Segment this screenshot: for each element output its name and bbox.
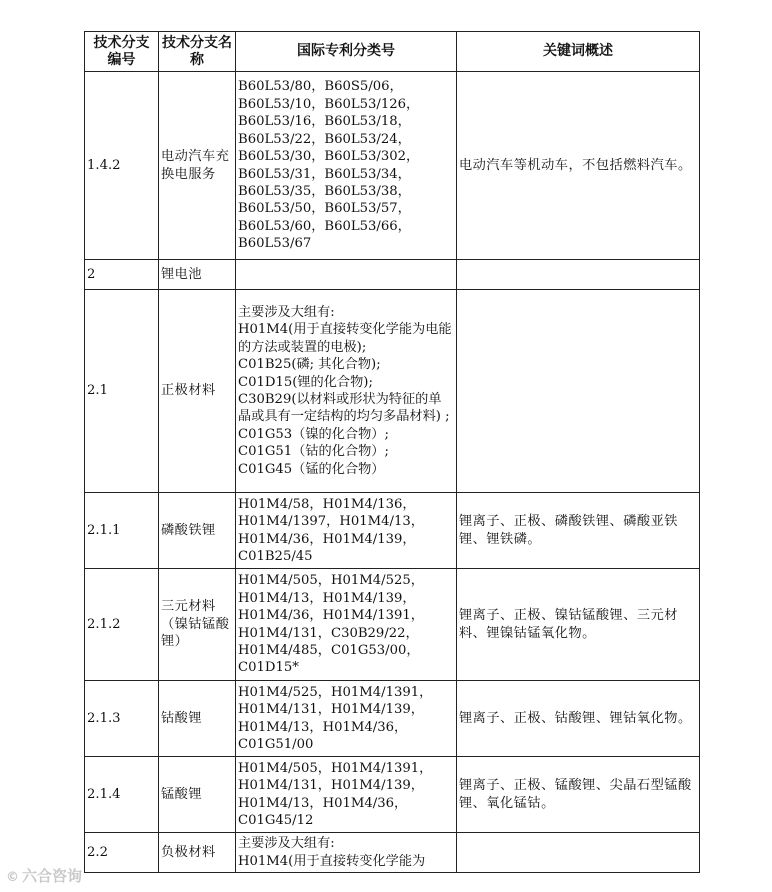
keywords-cell [457, 260, 700, 290]
keywords-text: 电动汽车等机动车，不包括燃料汽车。 [459, 157, 692, 173]
branch-number-cell: 2.2 [85, 833, 159, 873]
ipc-line: H01M4/58，H01M4/136， [238, 496, 416, 512]
ipc-line: C01G53（镍的化合物）; [238, 426, 389, 442]
ipc-line: C01D15* [238, 660, 299, 676]
ipc-cell [236, 290, 457, 493]
keywords-text: 锂离子、正极、钴酸锂、锂钴氧化物。 [459, 710, 692, 726]
table-row [85, 833, 700, 873]
branch-name-cell: 电动汽车充换电服务 [159, 72, 236, 260]
branch-name-cell: 锰酸锂 [159, 757, 236, 833]
ipc-line: 主要涉及大组有: [238, 836, 335, 852]
branch-number-cell: 1.4.2 [85, 72, 159, 260]
ipc-line: C30B29(以材料或形状为特征的单晶或具有一定结构的均匀多晶材料) ; [238, 392, 450, 425]
ipc-line: B60L53/31，B60L53/34， [238, 166, 411, 182]
ipc-cell [236, 833, 457, 873]
header-ipc: 国际专利分类号 [236, 32, 457, 72]
ipc-line: H01M4/1397，H01M4/13， [238, 514, 424, 530]
branch-name-cell: 磷酸铁锂 [159, 493, 236, 569]
header-branch-name: 技术分支名称 [159, 32, 236, 72]
branch-number-cell: 2 [85, 260, 159, 290]
keywords-cell [457, 681, 700, 757]
ipc-line: H01M4/485，C01G53/00， [238, 642, 420, 658]
branch-number-cell: 2.1 [85, 290, 159, 493]
watermark-logo-icon: © [6, 870, 19, 885]
branch-number-cell: 2.1.4 [85, 757, 159, 833]
ipc-line: B60L53/35，B60L53/38， [238, 183, 411, 199]
ipc-line: C01G51/00 [238, 736, 314, 752]
ipc-line: H01M4/13，H01M4/139， [238, 590, 416, 606]
table-row [85, 757, 700, 833]
ipc-line: B60L53/10，B60L53/126， [238, 96, 420, 112]
ipc-line: H01M4/525，H01M4/1391， [238, 684, 433, 700]
watermark [6, 865, 82, 886]
ipc-cell [236, 493, 457, 569]
ipc-line: H01M4/36，H01M4/139， [238, 531, 416, 547]
ipc-line: C01D15(锂的化合物); [238, 374, 373, 390]
keywords-cell [457, 290, 700, 493]
ipc-line: C01G51（钴的化合物）; [238, 444, 389, 460]
watermark-text: 六合咨询 [22, 867, 83, 885]
branch-name-cell: 锂电池 [159, 260, 236, 290]
ipc-line: H01M4(用于直接转变化学能为 [238, 853, 426, 869]
keywords-cell [457, 757, 700, 833]
ipc-cell [236, 72, 457, 260]
table-row [85, 681, 700, 757]
ipc-line: C01G45/12 [238, 812, 314, 828]
header-keywords: 关键词概述 [457, 32, 700, 72]
keywords-cell [457, 493, 700, 569]
branch-number-cell: 2.1.2 [85, 569, 159, 681]
ipc-line: C01B25/45 [238, 548, 313, 564]
ipc-line: B60L53/22，B60L53/24， [238, 131, 411, 147]
ipc-line: H01M4(用于直接转变化学能为电能的方法或装置的电极); [238, 322, 452, 355]
ipc-line: H01M4/36，H01M4/1391， [238, 608, 424, 624]
ipc-line: B60L53/50，B60L53/57， [238, 201, 411, 217]
ipc-line: C01B25(磷; 其化合物); [238, 357, 381, 373]
patent-classification-table [84, 31, 700, 873]
keywords-cell [457, 833, 700, 873]
ipc-line: H01M4/131，H01M4/139， [238, 702, 424, 718]
keywords-text: 锂离子、正极、锰酸锂、尖晶石型锰酸锂、氧化锰钴。 [459, 778, 692, 811]
ipc-line: B60L53/60，B60L53/66， [238, 218, 411, 234]
ipc-line: C01G45（锰的化合物） [238, 461, 385, 477]
table-row [85, 72, 700, 260]
ipc-cell [236, 681, 457, 757]
keywords-text: 锂离子、正极、磷酸铁锂、磷酸亚铁锂、锂铁磷。 [459, 514, 678, 547]
table-row [85, 569, 700, 681]
branch-number-cell: 2.1.3 [85, 681, 159, 757]
keywords-cell [457, 72, 700, 260]
branch-name-cell: 钴酸锂 [159, 681, 236, 757]
ipc-line: H01M4/505，H01M4/525， [238, 573, 424, 589]
ipc-line: 主要涉及大组有: [238, 304, 335, 320]
ipc-cell [236, 260, 457, 290]
branch-name-cell: 负极材料 [159, 833, 236, 873]
table-row [85, 290, 700, 493]
ipc-line: B60L53/16，B60L53/18， [238, 114, 411, 130]
ipc-cell [236, 757, 457, 833]
ipc-line: B60L53/30，B60L53/302， [238, 149, 420, 165]
table-header-row [85, 32, 700, 72]
header-branch-number: 技术分支编号 [85, 32, 159, 72]
ipc-line: B60L53/67 [238, 236, 312, 252]
table-row [85, 493, 700, 569]
branch-number-cell: 2.1.1 [85, 493, 159, 569]
ipc-line: B60L53/80，B60S5/06， [238, 79, 403, 95]
keywords-text: 锂离子、正极、镍钴锰酸锂、三元材料、锂镍钴锰氧化物。 [459, 608, 678, 641]
ipc-line: H01M4/505，H01M4/1391， [238, 760, 433, 776]
ipc-cell [236, 569, 457, 681]
table-row [85, 260, 700, 290]
keywords-cell [457, 569, 700, 681]
ipc-line: H01M4/13，H01M4/36， [238, 795, 408, 811]
branch-name-cell: 正极材料 [159, 290, 236, 493]
ipc-line: H01M4/131，H01M4/139， [238, 778, 424, 794]
ipc-line: H01M4/13，H01M4/36， [238, 719, 408, 735]
branch-name-cell: 三元材料（镍钴锰酸锂） [159, 569, 236, 681]
ipc-line: H01M4/131，C30B29/22， [238, 625, 419, 641]
